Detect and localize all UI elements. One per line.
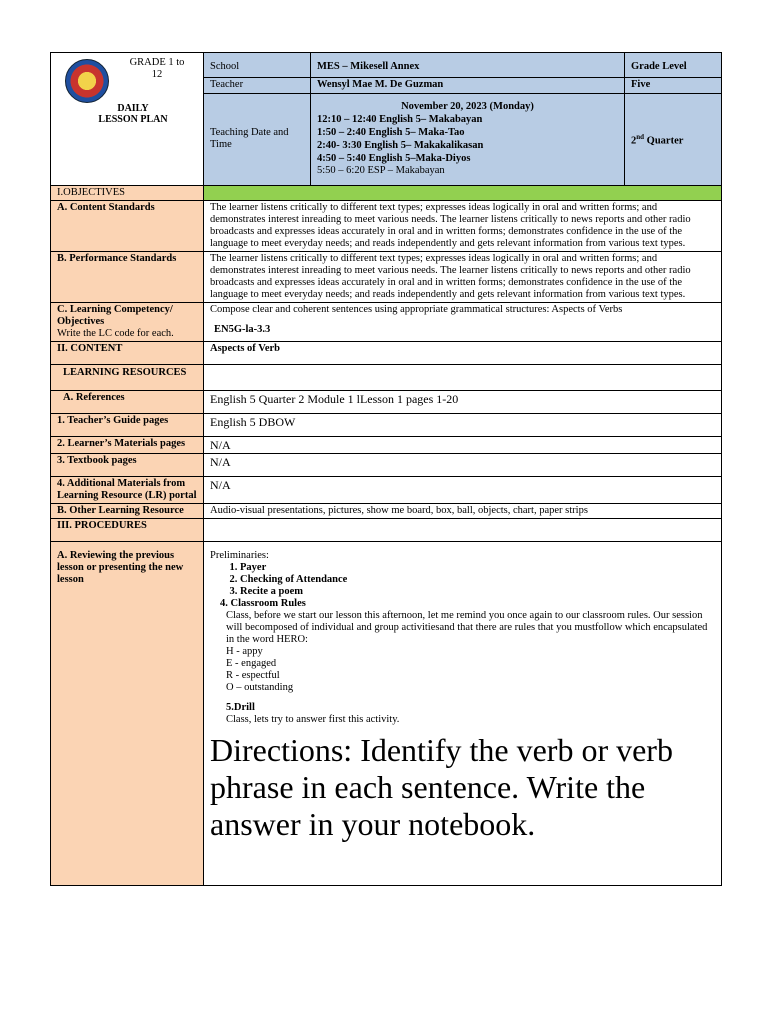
additional-materials-label: 4. Additional Materials from Learning Resource (LR) portal xyxy=(51,477,204,504)
grade-level-value: Five xyxy=(625,77,722,93)
competency-code: EN5G-la-3.3 xyxy=(214,324,271,335)
schedule-cell xyxy=(311,93,625,185)
competency-text-cell xyxy=(204,303,722,342)
hero-item: H - appy xyxy=(226,646,263,657)
hero-item: E - engaged xyxy=(226,658,277,669)
competency-text: Compose clear and coherent sentences using appropriate grammatical structures: Aspects of Verbs xyxy=(210,304,623,315)
teaching-date: November 20, 2023 (Monday) xyxy=(401,100,534,112)
objectives-bar xyxy=(204,186,722,201)
deped-seal-icon xyxy=(65,59,109,103)
schedule-line: 2:40- 3:30 English 5– Makakalikasan xyxy=(317,139,484,151)
drill-text: Class, lets try to answer first this activity. xyxy=(226,714,400,725)
procedures-label: III. PROCEDURES xyxy=(51,519,204,542)
competency-sub: Write the LC code for each. xyxy=(57,328,174,339)
directions-text: Directions: Identify the verb or verb phrase in each sentence. Write the answer in your notebook. xyxy=(210,732,673,842)
teachers-guide-label: 1. Teacher’s Guide pages xyxy=(51,414,204,437)
teacher-value: Wensyl Mae M. De Guzman xyxy=(311,77,625,93)
content-standards-label: A. Content Standards xyxy=(51,201,204,252)
teaching-date-label: Teaching Date and Time xyxy=(204,93,311,185)
content-standards-text: The learner listens critically to different text types; expresses ideas logically in oral and written forms; and demonstrates interest inreading to meet various needs. The learner listens critically to news reports and other radio broadcasts and expresses ideas accurately in oral and in written forms; demonstrates confidence in the use of the language to meet everyday needs; and reads independently and gets relevant information from various text types. xyxy=(204,201,722,252)
competency-label: C. Learning Competency/ Objectives xyxy=(57,304,173,327)
schedule-line: 1:50 – 2:40 English 5– Maka-Tao xyxy=(317,126,465,138)
school-label: School xyxy=(204,53,311,78)
references-label: A. References xyxy=(51,391,204,414)
performance-standards-text: The learner listens critically to different text types; expresses ideas logically in oral and written forms; and demonstrates interest inreading to meet various needs. The learner listens critically to news reports and other radio broadcasts and expresses ideas accurately in oral and in written forms; demonstrates confidence in the use of the language to meet everyday needs; and reads independently and gets relevant information from various text types. xyxy=(204,252,722,303)
review-lesson-label: A. Reviewing the previous lesson or presenting the new lesson xyxy=(51,542,204,886)
grade-level-label: Grade Level xyxy=(625,53,722,78)
list-item: 3. Recite a poem xyxy=(240,586,715,598)
learners-materials-label: 2. Learner’s Materials pages xyxy=(51,437,204,454)
lesson-plan-document xyxy=(50,52,721,886)
additional-materials-value: N/A xyxy=(204,477,722,504)
competency-cell xyxy=(51,303,204,342)
other-resources-label: B. Other Learning Resource xyxy=(51,504,204,519)
rules-heading: 4. Classroom Rules xyxy=(220,598,306,609)
list-item: 2. Checking of Attendance xyxy=(240,574,715,586)
school-value: MES – Mikesell Annex xyxy=(311,53,625,78)
grade-range: GRADE 1 to 12 xyxy=(129,57,185,80)
procedure-content xyxy=(204,542,722,886)
other-resources-value: Audio-visual presentations, pictures, show me board, box, ball, objects, chart, paper strips xyxy=(204,504,722,519)
resources-empty xyxy=(204,365,722,391)
learners-materials-value: N/A xyxy=(204,437,722,454)
references-value: English 5 Quarter 2 Module 1 lLesson 1 pages 1-20 xyxy=(204,391,722,414)
resources-label: LEARNING RESOURCES xyxy=(51,365,204,391)
dlp-title: DAILY LESSON PLAN xyxy=(98,103,168,125)
hero-item: O – outstanding xyxy=(226,682,294,693)
quarter: 2nd Quarter xyxy=(625,93,722,185)
drill-heading: 5.Drill xyxy=(226,702,255,713)
content-label: II. CONTENT xyxy=(51,342,204,365)
list-item: 1. Payer xyxy=(240,562,715,574)
preliminaries-heading: Preliminaries: xyxy=(210,550,269,561)
lesson-plan-table xyxy=(50,52,722,886)
textbook-value: N/A xyxy=(204,454,722,477)
performance-standards-label: B. Performance Standards xyxy=(51,252,204,303)
objectives-heading: I.OBJECTIVES xyxy=(51,186,204,201)
schedule-line: 4:50 – 5:40 English 5–Maka-Diyos xyxy=(317,152,471,164)
teacher-label: Teacher xyxy=(204,77,311,93)
hero-item: R - espectful xyxy=(226,670,280,681)
schedule-line: 5:50 – 6:20 ESP – Makabayan xyxy=(317,164,445,176)
header-logo-cell xyxy=(51,53,204,186)
teachers-guide-value: English 5 DBOW xyxy=(204,414,722,437)
schedule-line: 12:10 – 12:40 English 5– Makabayan xyxy=(317,113,483,125)
rules-text: Class, before we start our lesson this afternoon, let me remind you once again to our classroom rules. Our session will becomposed of individual and group activitiesand that there are rules that you mustfollow which encapsulated in the word HERO: xyxy=(226,610,708,645)
procedures-empty xyxy=(204,519,722,542)
textbook-label: 3. Textbook pages xyxy=(51,454,204,477)
content-value: Aspects of Verb xyxy=(204,342,722,365)
preliminaries-list xyxy=(210,562,715,598)
